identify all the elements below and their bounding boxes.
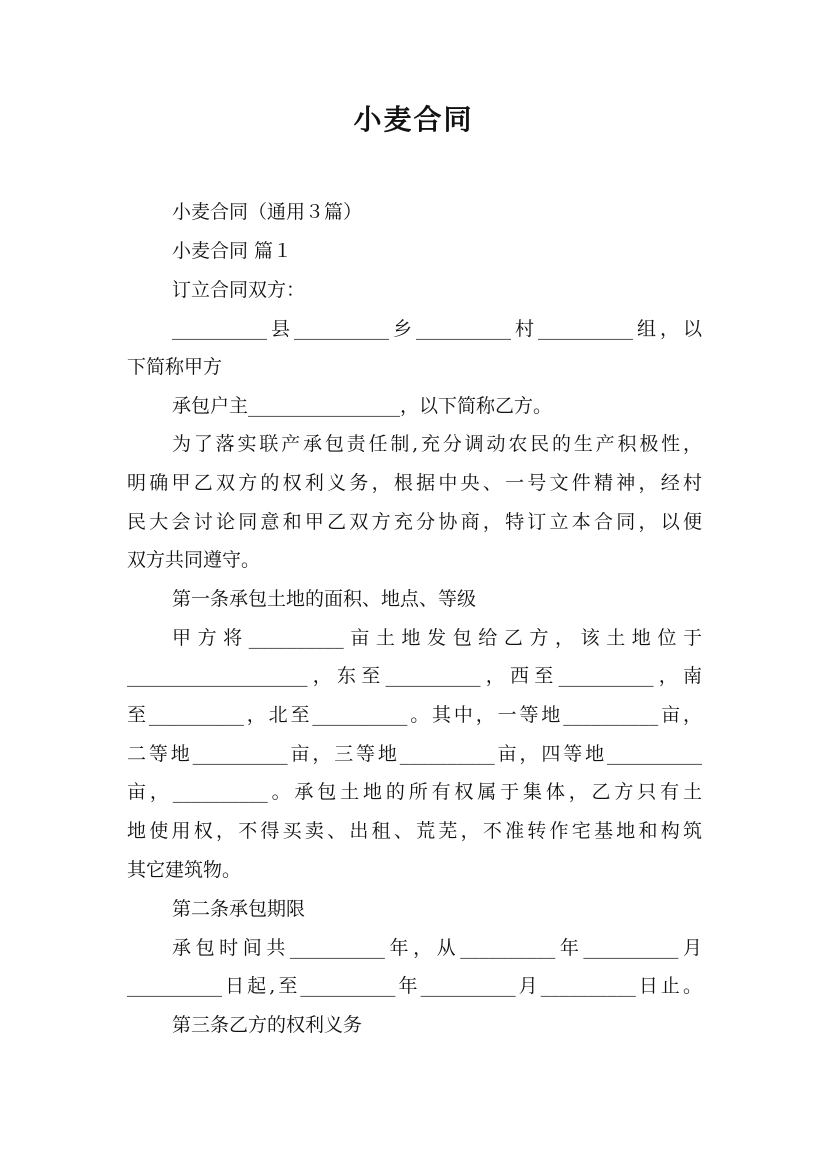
article-heading: 第三条乙方的权利义务 bbox=[172, 1014, 363, 1036]
paragraph-line: __________日起,至__________年__________月__________日止。 bbox=[127, 975, 702, 997]
paragraph-line: __________县__________乡__________村__________组，以 bbox=[172, 318, 702, 340]
paragraph-line: 明确甲乙双方的权利义务，根据中央、一号文件精神，经村 bbox=[127, 472, 702, 494]
paragraph-line: 至__________，北至__________。其中，一等地__________亩， bbox=[127, 704, 702, 726]
paragraph-line: 民大会讨论同意和甲乙双方充分协商，特订立本合同，以便 bbox=[127, 511, 702, 533]
paragraph-line: 下简称甲方 bbox=[127, 356, 223, 378]
article-heading: 第一条承包土地的面积、地点、等级 bbox=[172, 588, 477, 610]
article-heading: 第二条承包期限 bbox=[172, 898, 306, 920]
paragraph-line: 甲方将__________亩土地发包给乙方，该土地位于 bbox=[172, 627, 702, 649]
paragraph-line: 二等地__________亩，三等地__________亩，四等地__________ bbox=[127, 743, 702, 765]
subtitle-line: 小麦合同（通用３篇） bbox=[172, 201, 363, 223]
paragraph-line: 承包户主________________，以下简称乙方。 bbox=[172, 395, 553, 417]
paragraph-line: 双方共同遵守。 bbox=[127, 549, 261, 571]
paragraph-line: 其它建筑物。 bbox=[127, 859, 242, 881]
paragraph-line: ___________________，东至__________，西至__________，南 bbox=[127, 665, 702, 687]
paragraph-line: 承包时间共__________年，从__________年__________月 bbox=[172, 937, 702, 959]
paragraph-line: 订立合同双方： bbox=[172, 279, 306, 301]
document-title: 小麦合同 bbox=[353, 103, 474, 136]
section-heading: 小麦合同 篇１ bbox=[172, 240, 293, 262]
paragraph-line: 亩，__________。承包土地的所有权属于集体，乙方只有土 bbox=[127, 781, 702, 803]
paragraph-line: 为了落实联产承包责任制,充分调动农民的生产积极性， bbox=[172, 433, 702, 455]
paragraph-line: 地使用权，不得买卖、出租、荒芜，不准转作宅基地和构筑 bbox=[127, 820, 702, 842]
